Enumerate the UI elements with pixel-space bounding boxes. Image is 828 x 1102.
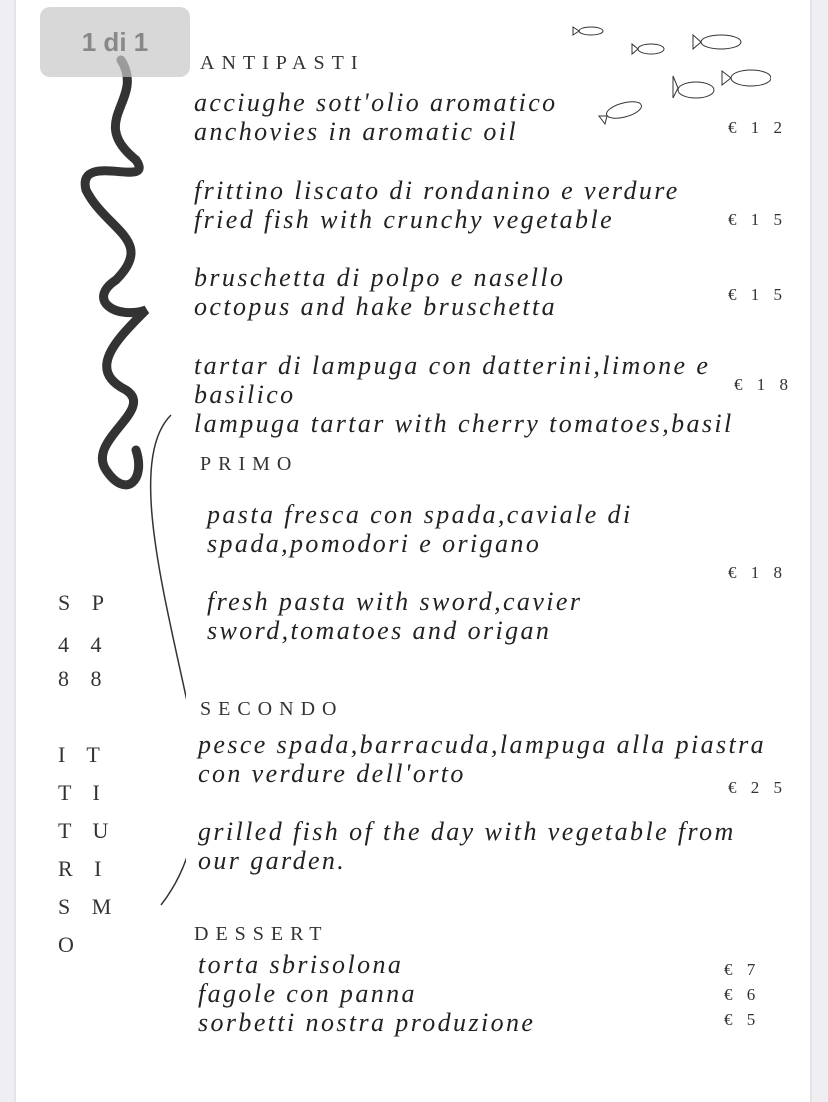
- dish-price: € 1 8: [728, 563, 787, 582]
- page-indicator: 1 di 1: [40, 7, 190, 77]
- side-text: 4 4: [58, 632, 110, 657]
- dish-name-en: our garden.: [198, 846, 347, 875]
- side-text: R I: [58, 856, 110, 881]
- dish-price: € 5: [724, 1010, 761, 1029]
- dish-name-it: pesce spada,barracuda,lampuga alla piastra: [198, 730, 767, 759]
- side-text: O: [58, 932, 82, 957]
- side-text: T U: [58, 818, 117, 843]
- dish-name-it: acciughe sott'olio aromatico: [194, 88, 558, 117]
- dish-name: fagole con panna: [198, 979, 417, 1008]
- section-title-antipasti: ANTIPASTI: [200, 52, 365, 74]
- dish-price: € 7: [724, 960, 761, 979]
- dish-price: € 1 2: [728, 118, 787, 137]
- dish-name: torta sbrisolona: [198, 950, 404, 979]
- dish-name-it: bruschetta di polpo e nasello: [194, 263, 566, 292]
- dish-name-it: tartar di lampuga con datterini,limone e: [194, 351, 711, 380]
- dish-price: € 1 5: [728, 210, 787, 229]
- side-text: 8 8: [58, 666, 110, 691]
- dish-name-it: con verdure dell'orto: [198, 759, 466, 788]
- dish-price: € 1 8: [734, 375, 793, 394]
- dish-name-it: spada,pomodori e origano: [207, 529, 542, 558]
- fish-school-icon: [571, 20, 771, 130]
- section-title-secondo: SECONDO: [200, 698, 344, 720]
- dish-name-en: grilled fish of the day with vegetable from: [198, 817, 736, 846]
- dish-name-en: anchovies in aromatic oil: [194, 117, 519, 146]
- side-text: T I: [58, 780, 108, 805]
- dish-name-en: fresh pasta with sword,cavier: [207, 587, 583, 616]
- section-title-dessert: DESSERT: [194, 923, 329, 945]
- dish-price: € 2 5: [728, 778, 787, 797]
- side-text: I T: [58, 742, 108, 767]
- dish-name-it: frittino liscato di rondanino e verdure: [194, 176, 680, 205]
- dish-name-en: fried fish with crunchy vegetable: [194, 205, 615, 234]
- dish-name-it: pasta fresca con spada,caviale di: [207, 500, 633, 529]
- pdf-page: [16, 0, 810, 1102]
- dish-price: € 6: [724, 985, 761, 1004]
- dish-price: € 1 5: [728, 285, 787, 304]
- section-title-primo: PRIMO: [200, 453, 299, 475]
- side-text: S M: [58, 894, 120, 919]
- dish-name-en: sword,tomatoes and origan: [207, 616, 552, 645]
- dish-name-it: basilico: [194, 380, 296, 409]
- dish-name-en: lampuga tartar with cherry tomatoes,basil: [194, 409, 734, 438]
- dish-name-en: octopus and hake bruschetta: [194, 292, 558, 321]
- side-text: S P: [58, 590, 112, 615]
- dish-name: sorbetti nostra produzione: [198, 1008, 536, 1037]
